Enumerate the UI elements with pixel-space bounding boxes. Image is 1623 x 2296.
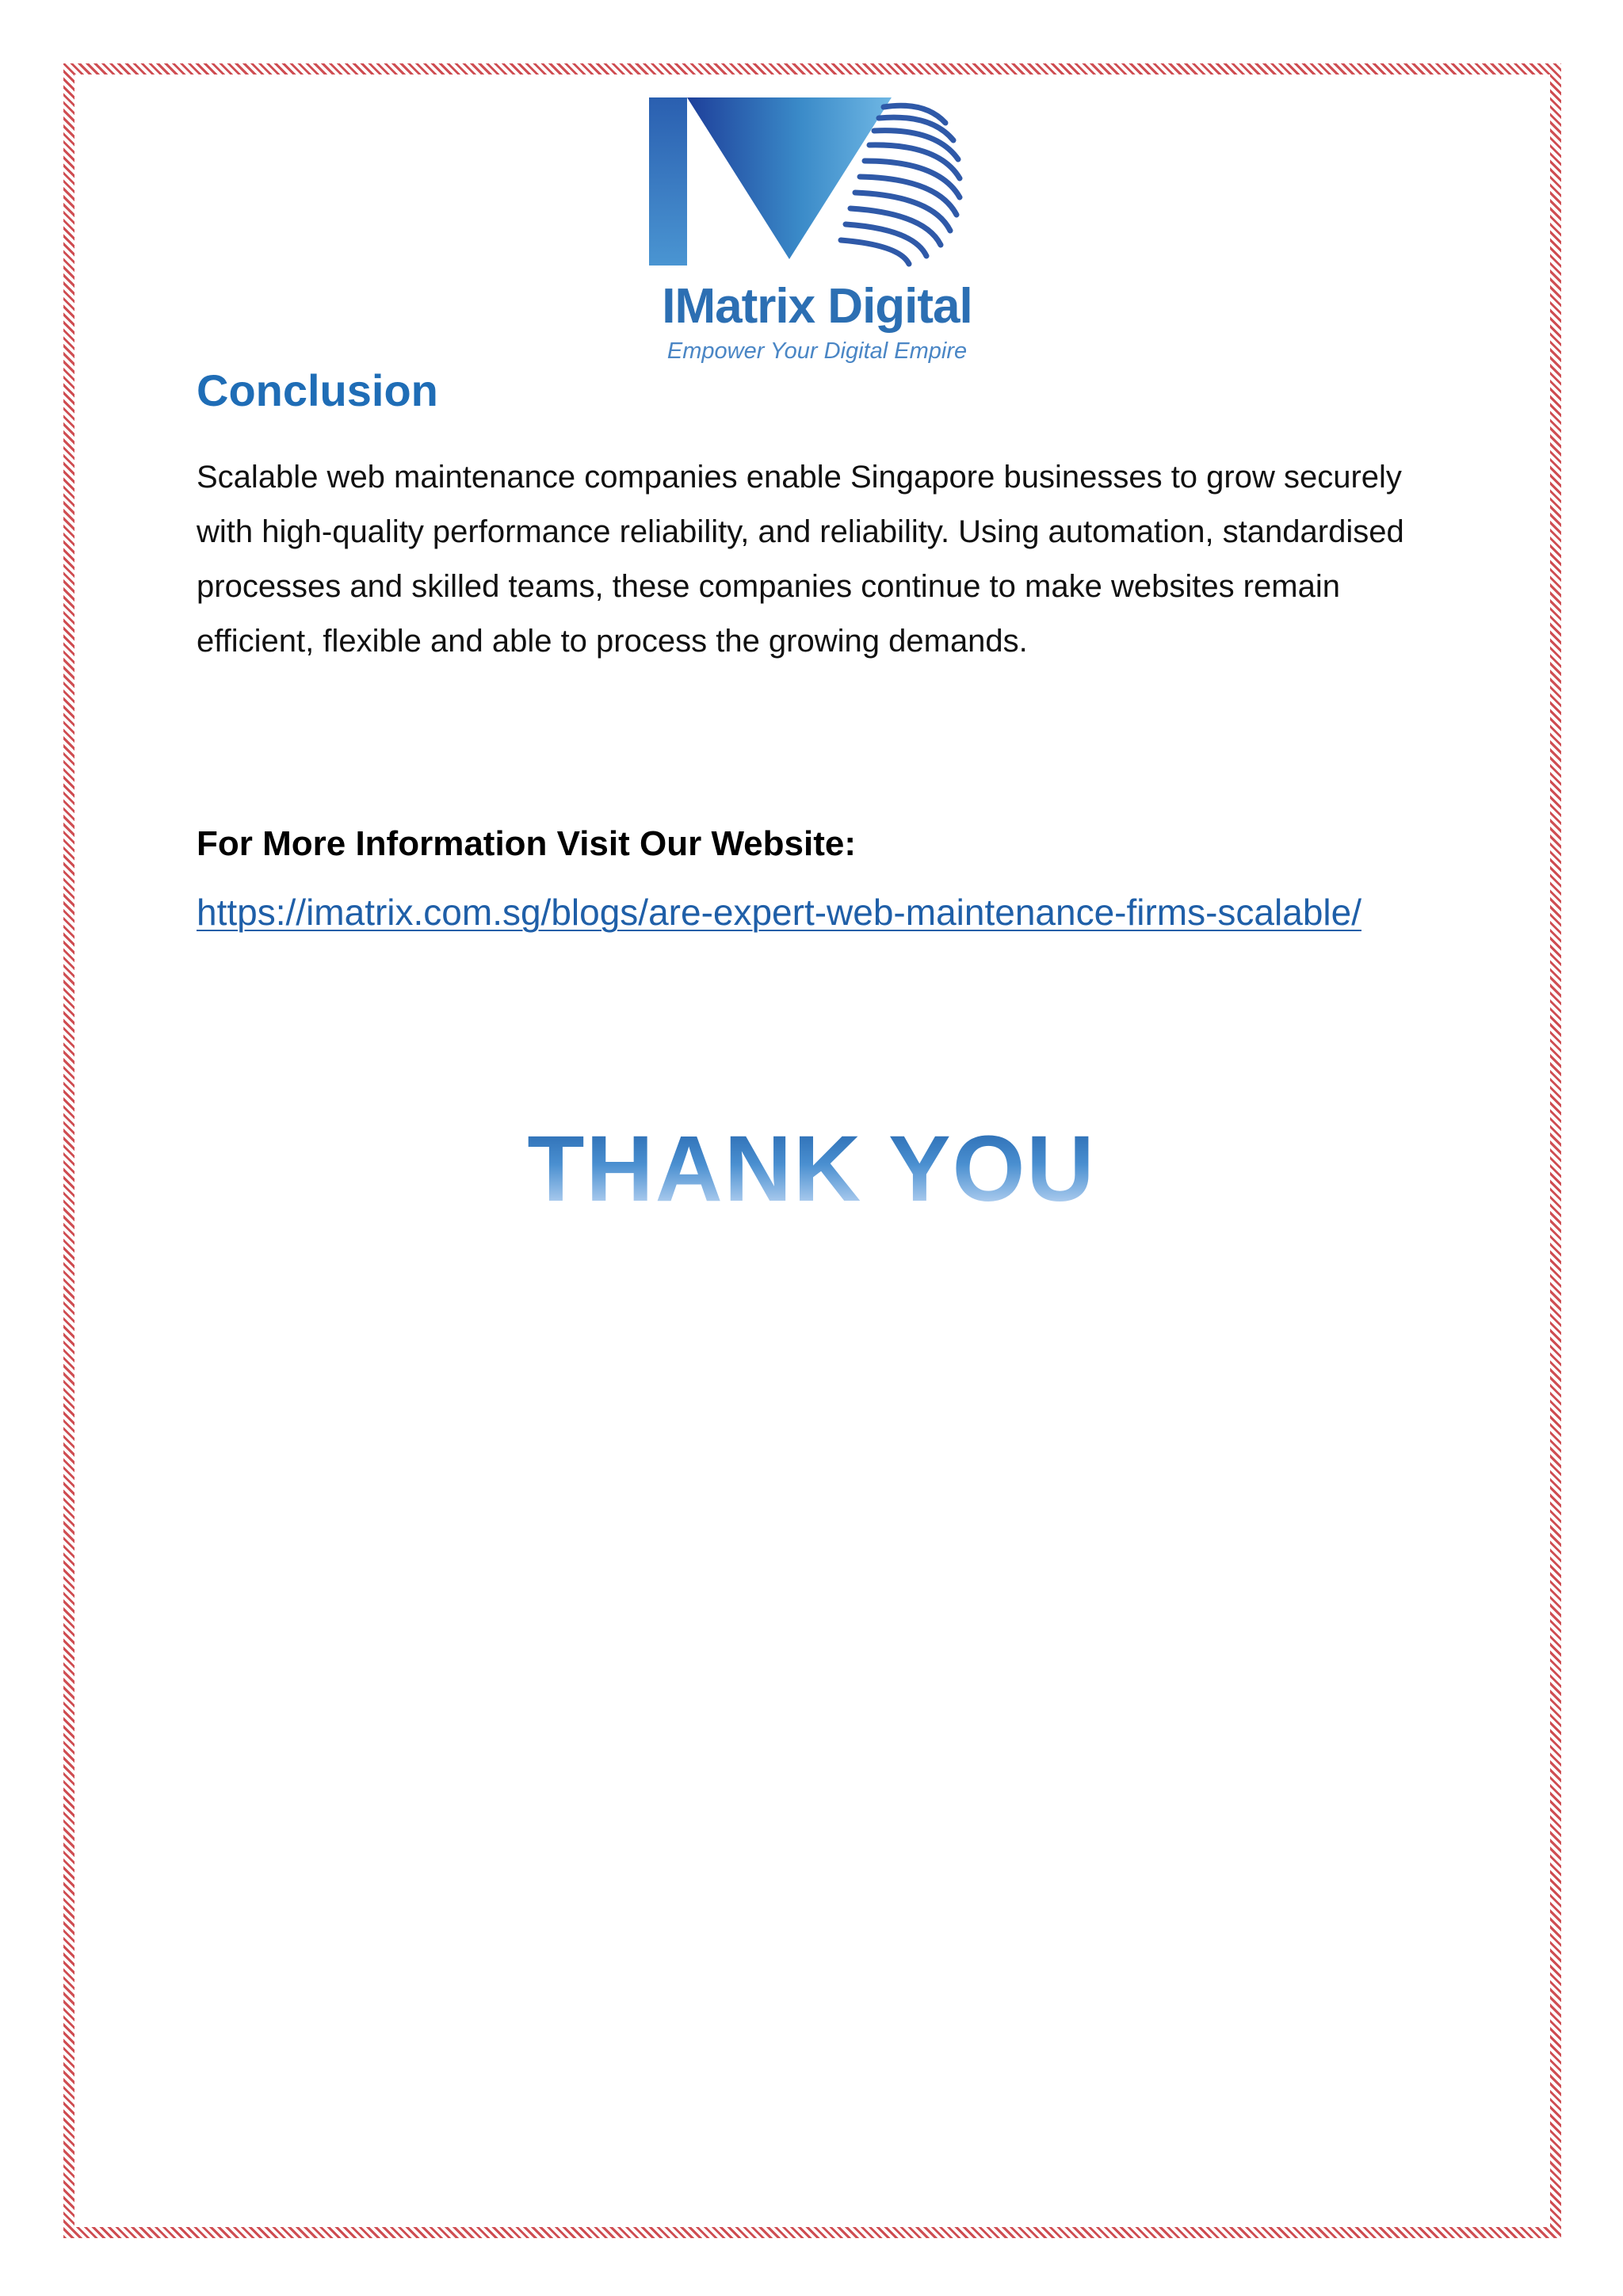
conclusion-paragraph: Scalable web maintenance companies enable Singapore businesses to grow securely with high-quality performance reliability, and reliability. Using automation, standardised processes and skilled teams, these companies continue to make websites remain efficient, flexible and able to process the growing demands. — [197, 460, 1404, 659]
logo-name: IMatrix Digital — [662, 279, 972, 334]
company-logo — [646, 91, 988, 369]
website-link[interactable]: https://imatrix.com.sg/blogs/are-expert-web-maintenance-firms-scalable/ — [197, 892, 1361, 933]
logo-mark-icon — [646, 91, 988, 273]
conclusion-heading: Conclusion — [197, 365, 438, 415]
thank-you-text: THANK YOU — [0, 1114, 1623, 1226]
more-info-label: For More Information Visit Our Website: — [197, 824, 857, 863]
logo-tagline: Empower Your Digital Empire — [666, 338, 968, 364]
